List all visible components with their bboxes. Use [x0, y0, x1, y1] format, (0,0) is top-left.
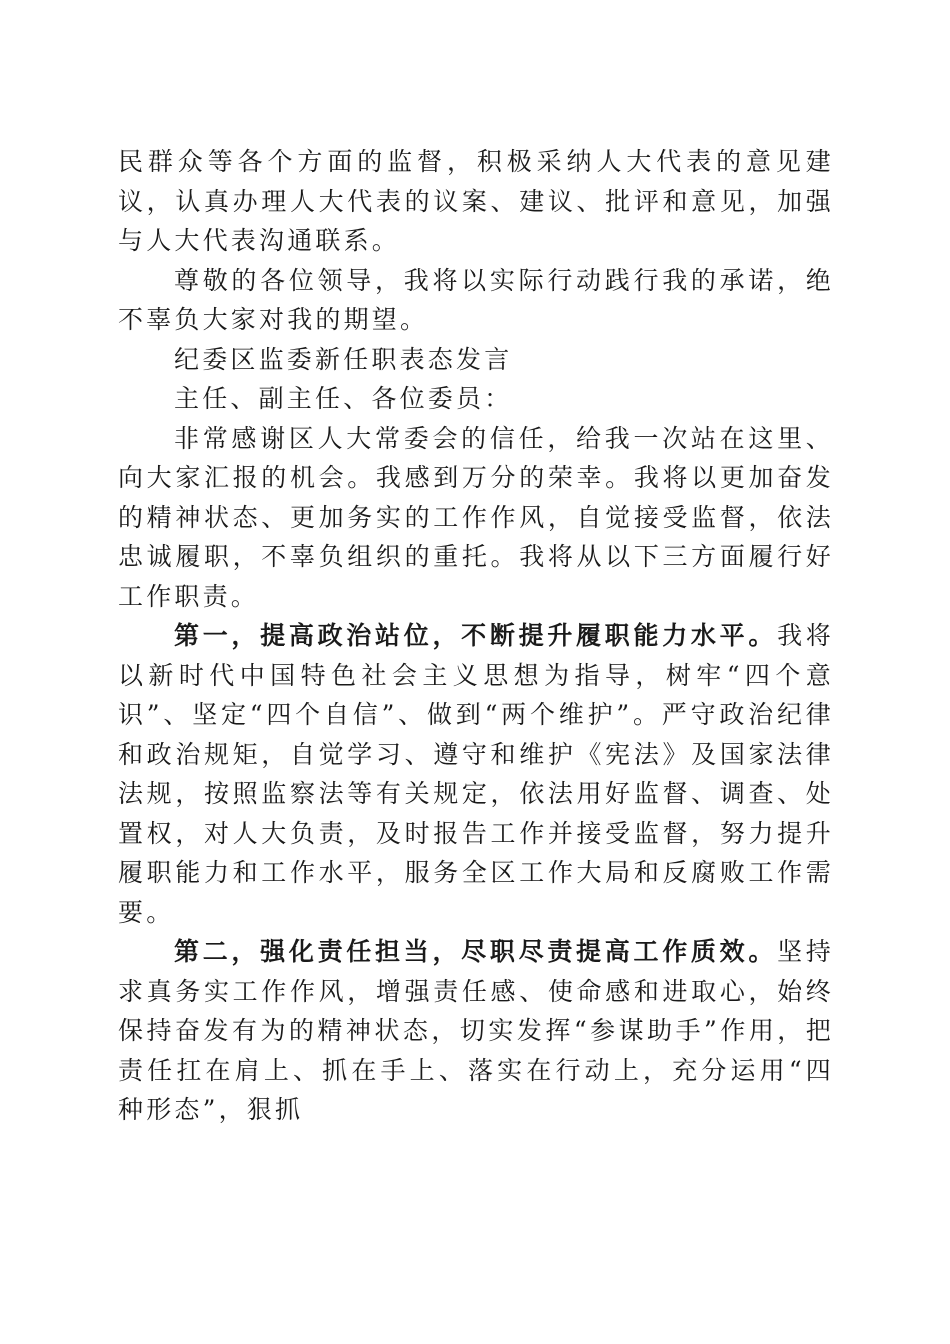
paragraph-continuation: 民群众等各个方面的监督，积极采纳人大代表的意见建议，认真办理人大代表的议案、建议、批评和意见，加强与人大代表沟通联系。: [118, 147, 834, 255]
point-two-body: 坚持求真务实工作作风，增强责任感、使命感和进取心，始终保持奋发有为的精神状态，切实发挥“参谋助手”作用，把责任扛在肩上、抓在手上、落实在行动上，充分运用“四种形态”，狠抓: [118, 937, 834, 1124]
point-one-body: 我将以新时代中国特色社会主义思想为指导，树牢“四个意识”、坚定“四个自信”、做到“两个维护”。严守政治纪律和政治规矩，自觉学习、遵守和维护《宪法》及国家法律法规，按照监察法等有关规定，依法用好监督、调查、处置权，对人大负责，及时报告工作并接受监督，努力提升履职能力和工作水平，服务全区工作大局和反腐败工作需要。: [118, 621, 834, 927]
point-one-heading: 第一，提高政治站位，不断提升履职能力水平。: [174, 621, 778, 650]
speech-title: 纪委区监委新任职表态发言: [174, 344, 513, 374]
paragraph-introduction: 非常感谢区人大常委会的信任，给我一次站在这里、向大家汇报的机会。我感到万分的荣幸。我将以更加奋发的精神状态、更加务实的工作作风，自觉接受监督，依法忠诚履职，不辜负组织的重托。我将从以下三方面履行好工作职责。: [118, 423, 834, 611]
point-two-heading: 第二，强化责任担当，尽职尽责提高工作质效。: [174, 937, 778, 966]
salutation: 主任、副主任、各位委员：: [174, 384, 513, 413]
paragraph-point-one: [118, 616, 834, 932]
document-body: [118, 142, 834, 1130]
paragraph-point-two: [118, 932, 834, 1130]
paragraph-closing-pledge: 尊敬的各位领导，我将以实际行动践行我的承诺，绝不辜负大家对我的期望。: [118, 265, 834, 334]
